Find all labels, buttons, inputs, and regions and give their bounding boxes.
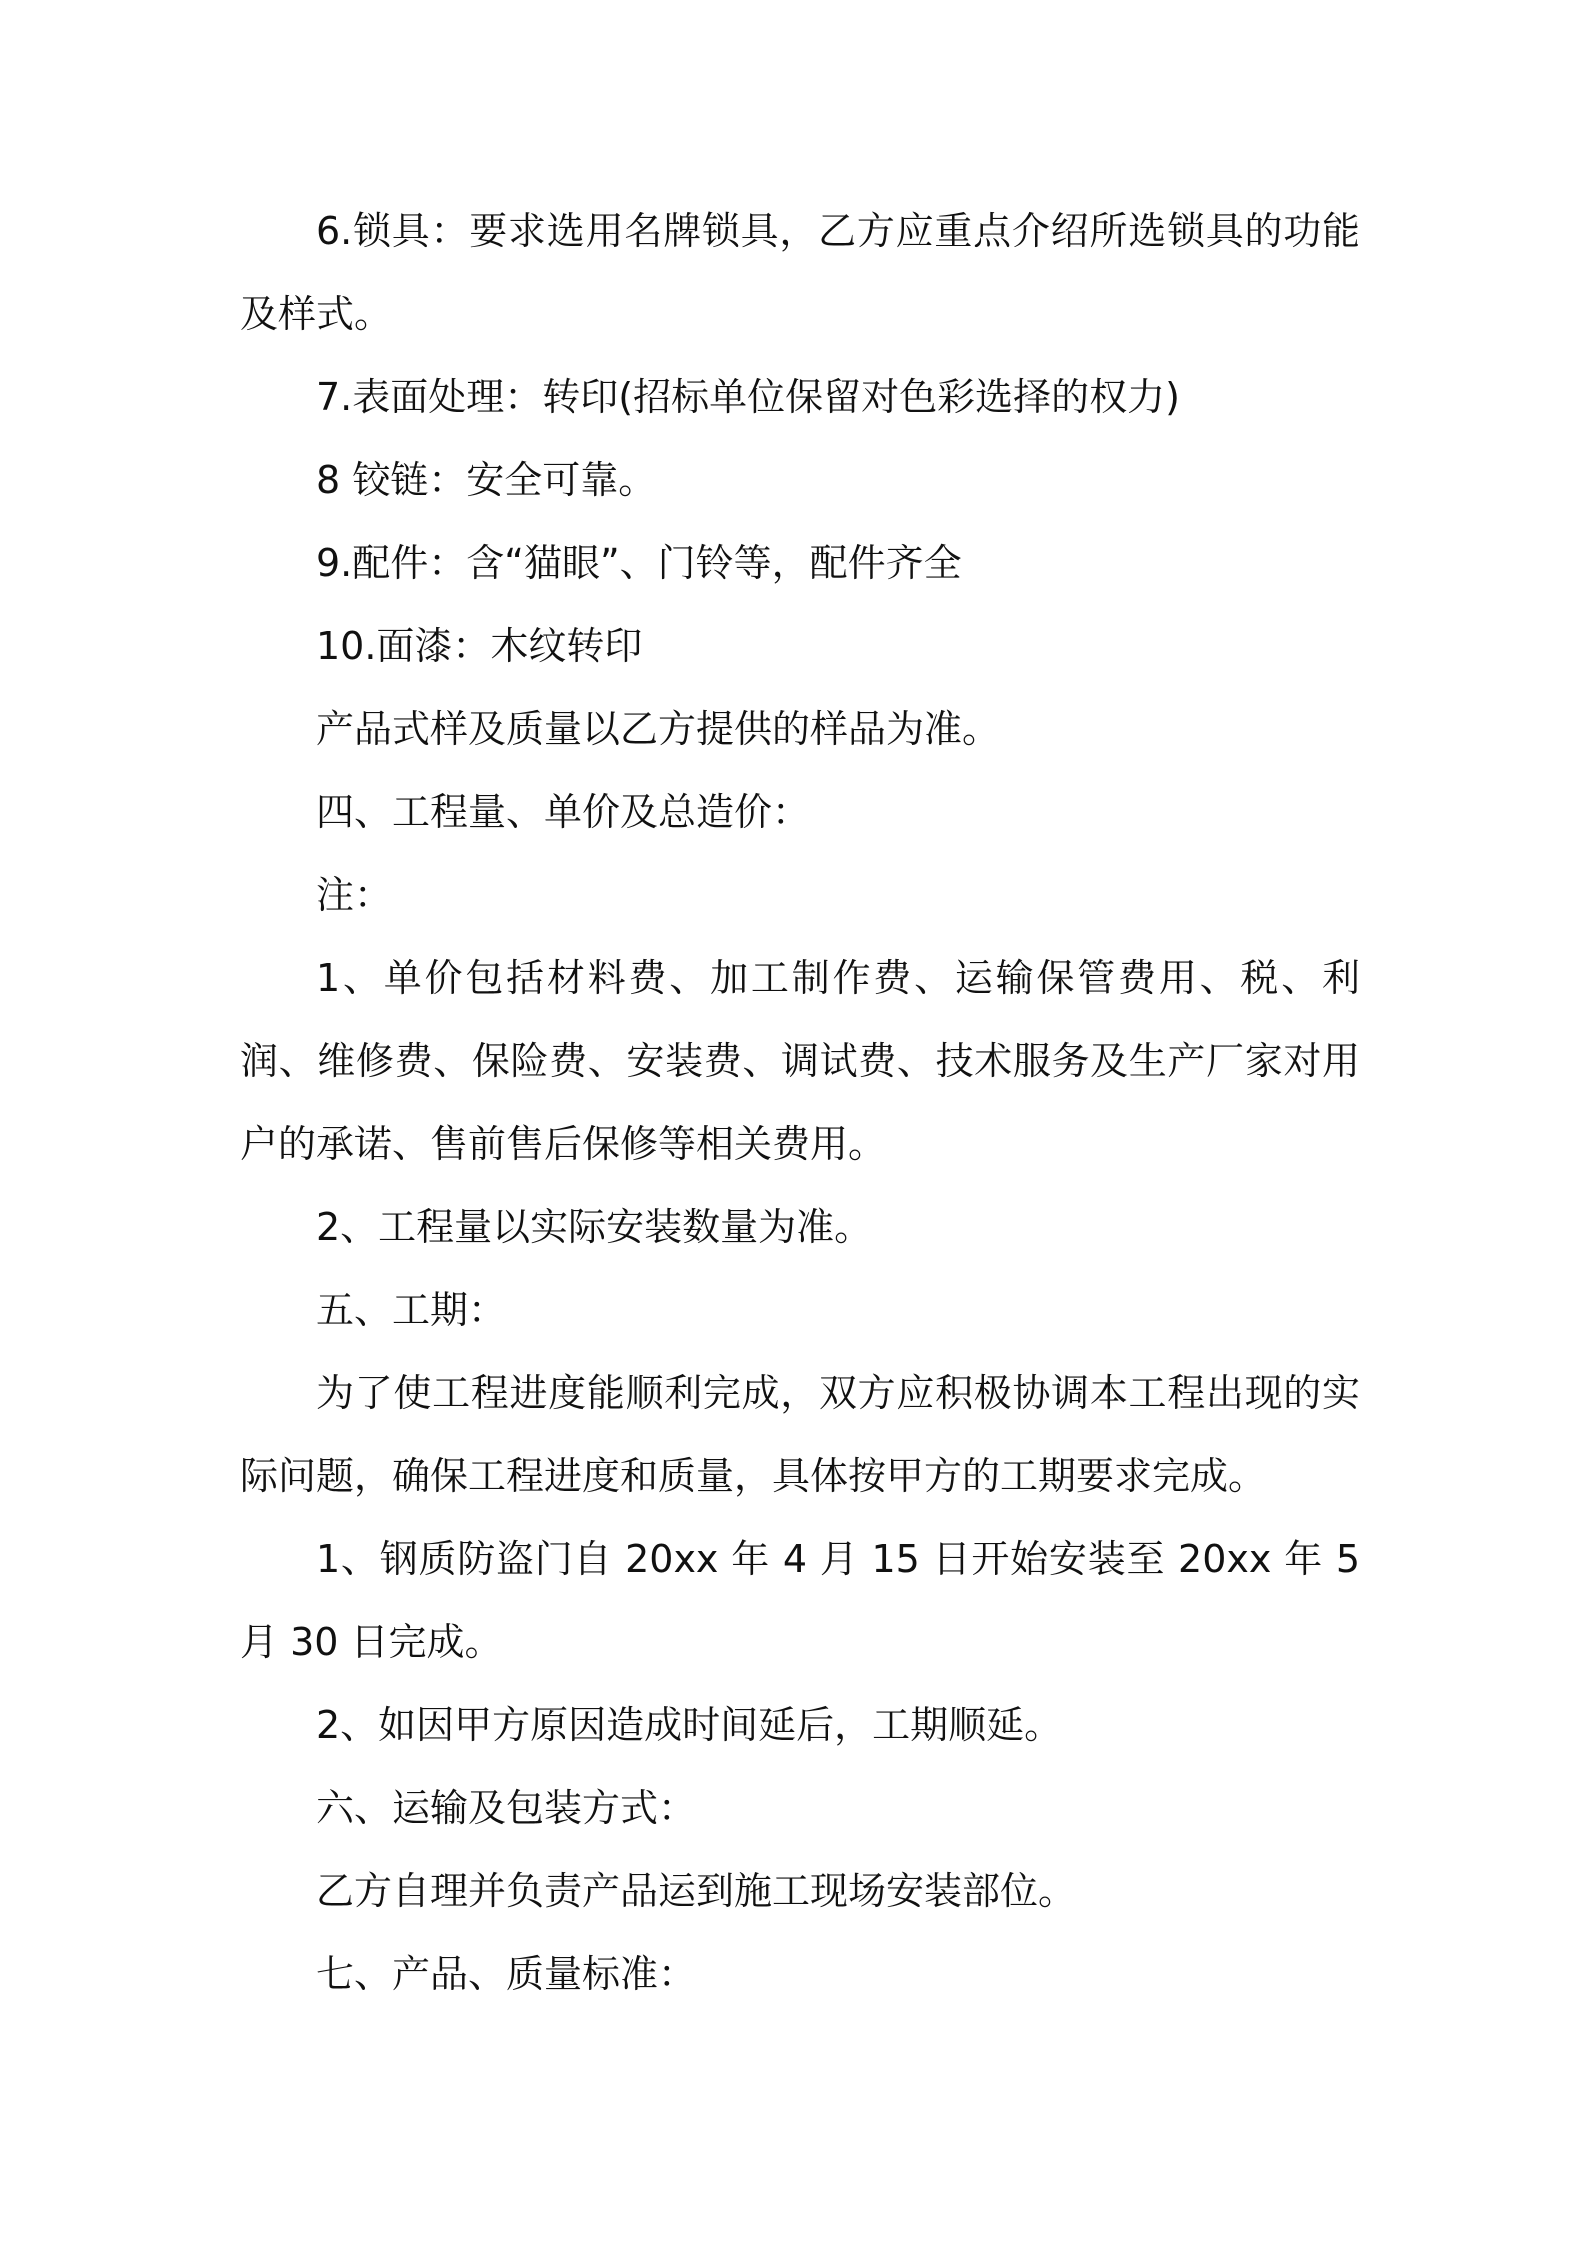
paragraph-transport: 乙方自理并负责产品运到施工现场安装部位。 — [316, 1869, 1077, 1913]
note-item-quantity: 2、工程量以实际安装数量为准。 — [316, 1205, 873, 1249]
section-heading-quantity-price: 四、工程量、单价及总造价： — [316, 790, 811, 834]
paragraph-hinge: 8 铰链：安全可靠。 — [316, 458, 657, 502]
document-body — [240, 190, 1360, 2016]
paragraph-accessories: 9.配件：含“猫眼”、门铃等，配件齐全 — [316, 541, 962, 585]
paragraph-lock-spec: 6.锁具：要求选用名牌锁具，乙方应重点介绍所选锁具的功能及样式。 — [240, 209, 1360, 336]
schedule-item-delay: 2、如因甲方原因造成时间延后，工期顺延。 — [316, 1703, 1063, 1747]
paragraph-finish-paint: 10.面漆：木纹转印 — [316, 624, 643, 668]
section-heading-transport-packaging: 六、运输及包装方式： — [316, 1786, 697, 1830]
paragraph-sample-standard: 产品式样及质量以乙方提供的样品为准。 — [316, 707, 1001, 751]
note-item-unit-price: 1、单价包括材料费、加工制作费、运输保管费用、税、利润、维修费、保险费、安装费、调试费、技术服务及生产厂家对用户的承诺、售前售后保修等相关费用。 — [240, 956, 1360, 1166]
paragraph-schedule-coordination: 为了使工程进度能顺利完成，双方应积极协调本工程出现的实际问题，确保工程进度和质量，具体按甲方的工期要求完成。 — [240, 1371, 1360, 1498]
paragraph-surface-treatment: 7.表面处理：转印(招标单位保留对色彩选择的权力) — [316, 375, 1180, 419]
note-label: 注： — [316, 873, 393, 917]
section-heading-schedule: 五、工期： — [316, 1288, 507, 1332]
schedule-item-install-dates: 1、钢质防盗门自 20xx 年 4 月 15 日开始安装至 20xx 年 5 月 30 日完成。 — [240, 1537, 1360, 1664]
section-heading-quality-standard: 七、产品、质量标准： — [316, 1952, 697, 1996]
